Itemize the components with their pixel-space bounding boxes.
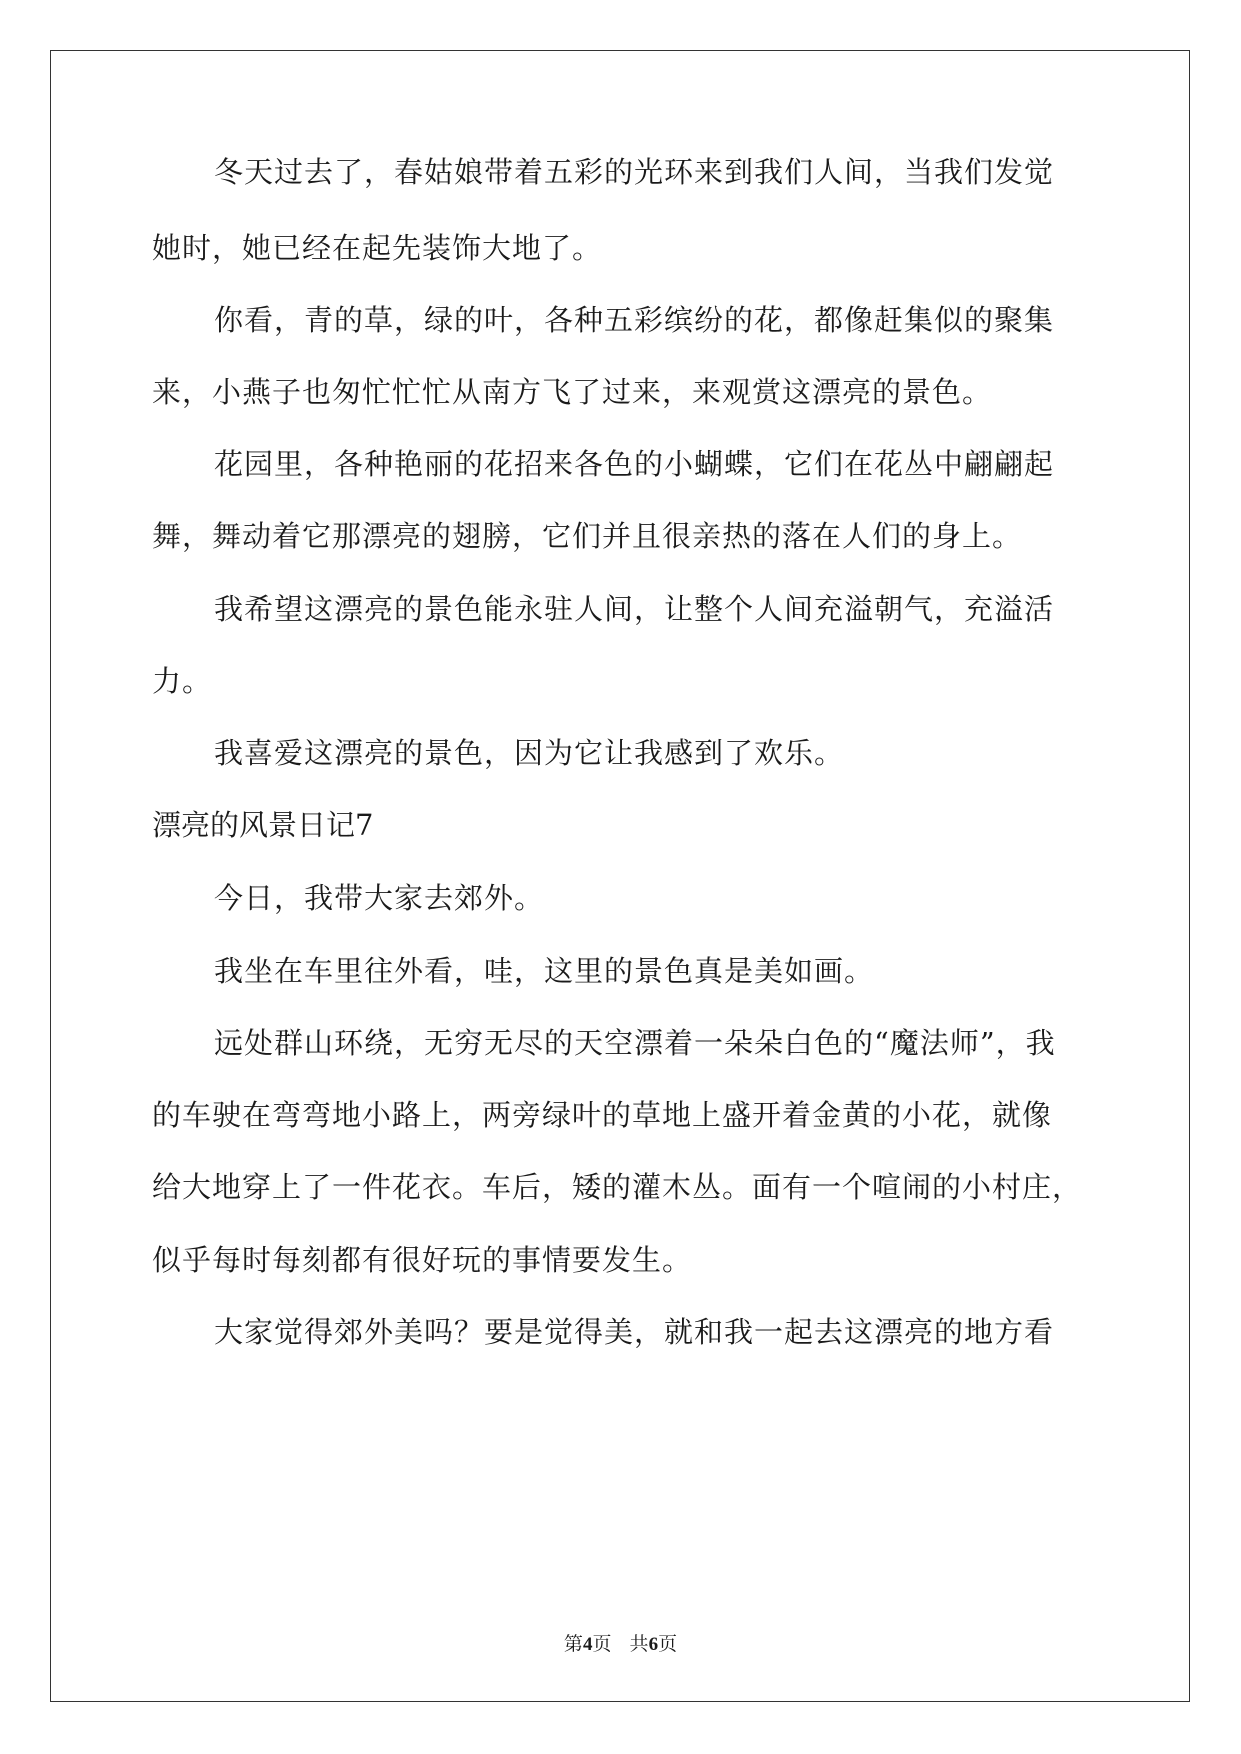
page-frame (50, 50, 1190, 1702)
paragraph-line: 花园里，各种艳丽的花招来各色的小蝴蝶，它们在花丛中翩翩起 (214, 447, 1055, 481)
paragraph-line: 今日，我带大家去郊外。 (214, 881, 545, 915)
paragraph-line: 的车驶在弯弯地小路上，两旁绿叶的草地上盛开着金黄的小花，就像 (152, 1098, 1053, 1132)
footer-suffix: 页 (658, 1633, 678, 1655)
paragraph-line: 远处群山环绕，无穷无尽的天空漂着一朵朵白色的“魔法师”，我 (214, 1026, 1056, 1060)
paragraph-line: 舞，舞动着它那漂亮的翅膀，它们并且很亲热的落在人们的身上。 (152, 519, 1023, 553)
paragraph-line: 大家觉得郊外美吗？要是觉得美，就和我一起去这漂亮的地方看 (214, 1315, 1055, 1349)
paragraph-line: 你看，青的草，绿的叶，各种五彩缤纷的花，都像赶集似的聚集 (214, 303, 1055, 337)
total-pages-number: 6 (648, 1634, 659, 1655)
footer-mid: 页 共 (592, 1633, 649, 1655)
paragraph-line: 来，小燕子也匆忙忙忙从南方飞了过来，来观赏这漂亮的景色。 (152, 375, 993, 409)
paragraph-line: 似乎每时每刻都有很好玩的事情要发生。 (152, 1243, 693, 1277)
current-page-number: 4 (582, 1634, 593, 1655)
paragraph-line: 冬天过去了，春姑娘带着五彩的光环来到我们人间，当我们发觉 (214, 155, 1055, 189)
paragraph-line: 力。 (152, 664, 213, 698)
page-footer (0, 1632, 1241, 1657)
paragraph-line: 我喜爱这漂亮的景色，因为它让我感到了欢乐。 (214, 736, 845, 770)
section-heading: 漂亮的风景日记7 (152, 808, 374, 842)
footer-prefix: 第 (563, 1633, 583, 1655)
paragraph-line: 给大地穿上了一件花衣。车后，矮的灌木丛。面有一个喧闹的小村庄， (152, 1170, 1083, 1204)
paragraph-line: 她时，她已经在起先装饰大地了。 (152, 231, 603, 265)
paragraph-line: 我坐在车里往外看，哇，这里的景色真是美如画。 (214, 954, 875, 988)
paragraph-line: 我希望这漂亮的景色能永驻人间，让整个人间充溢朝气，充溢活 (214, 592, 1055, 626)
